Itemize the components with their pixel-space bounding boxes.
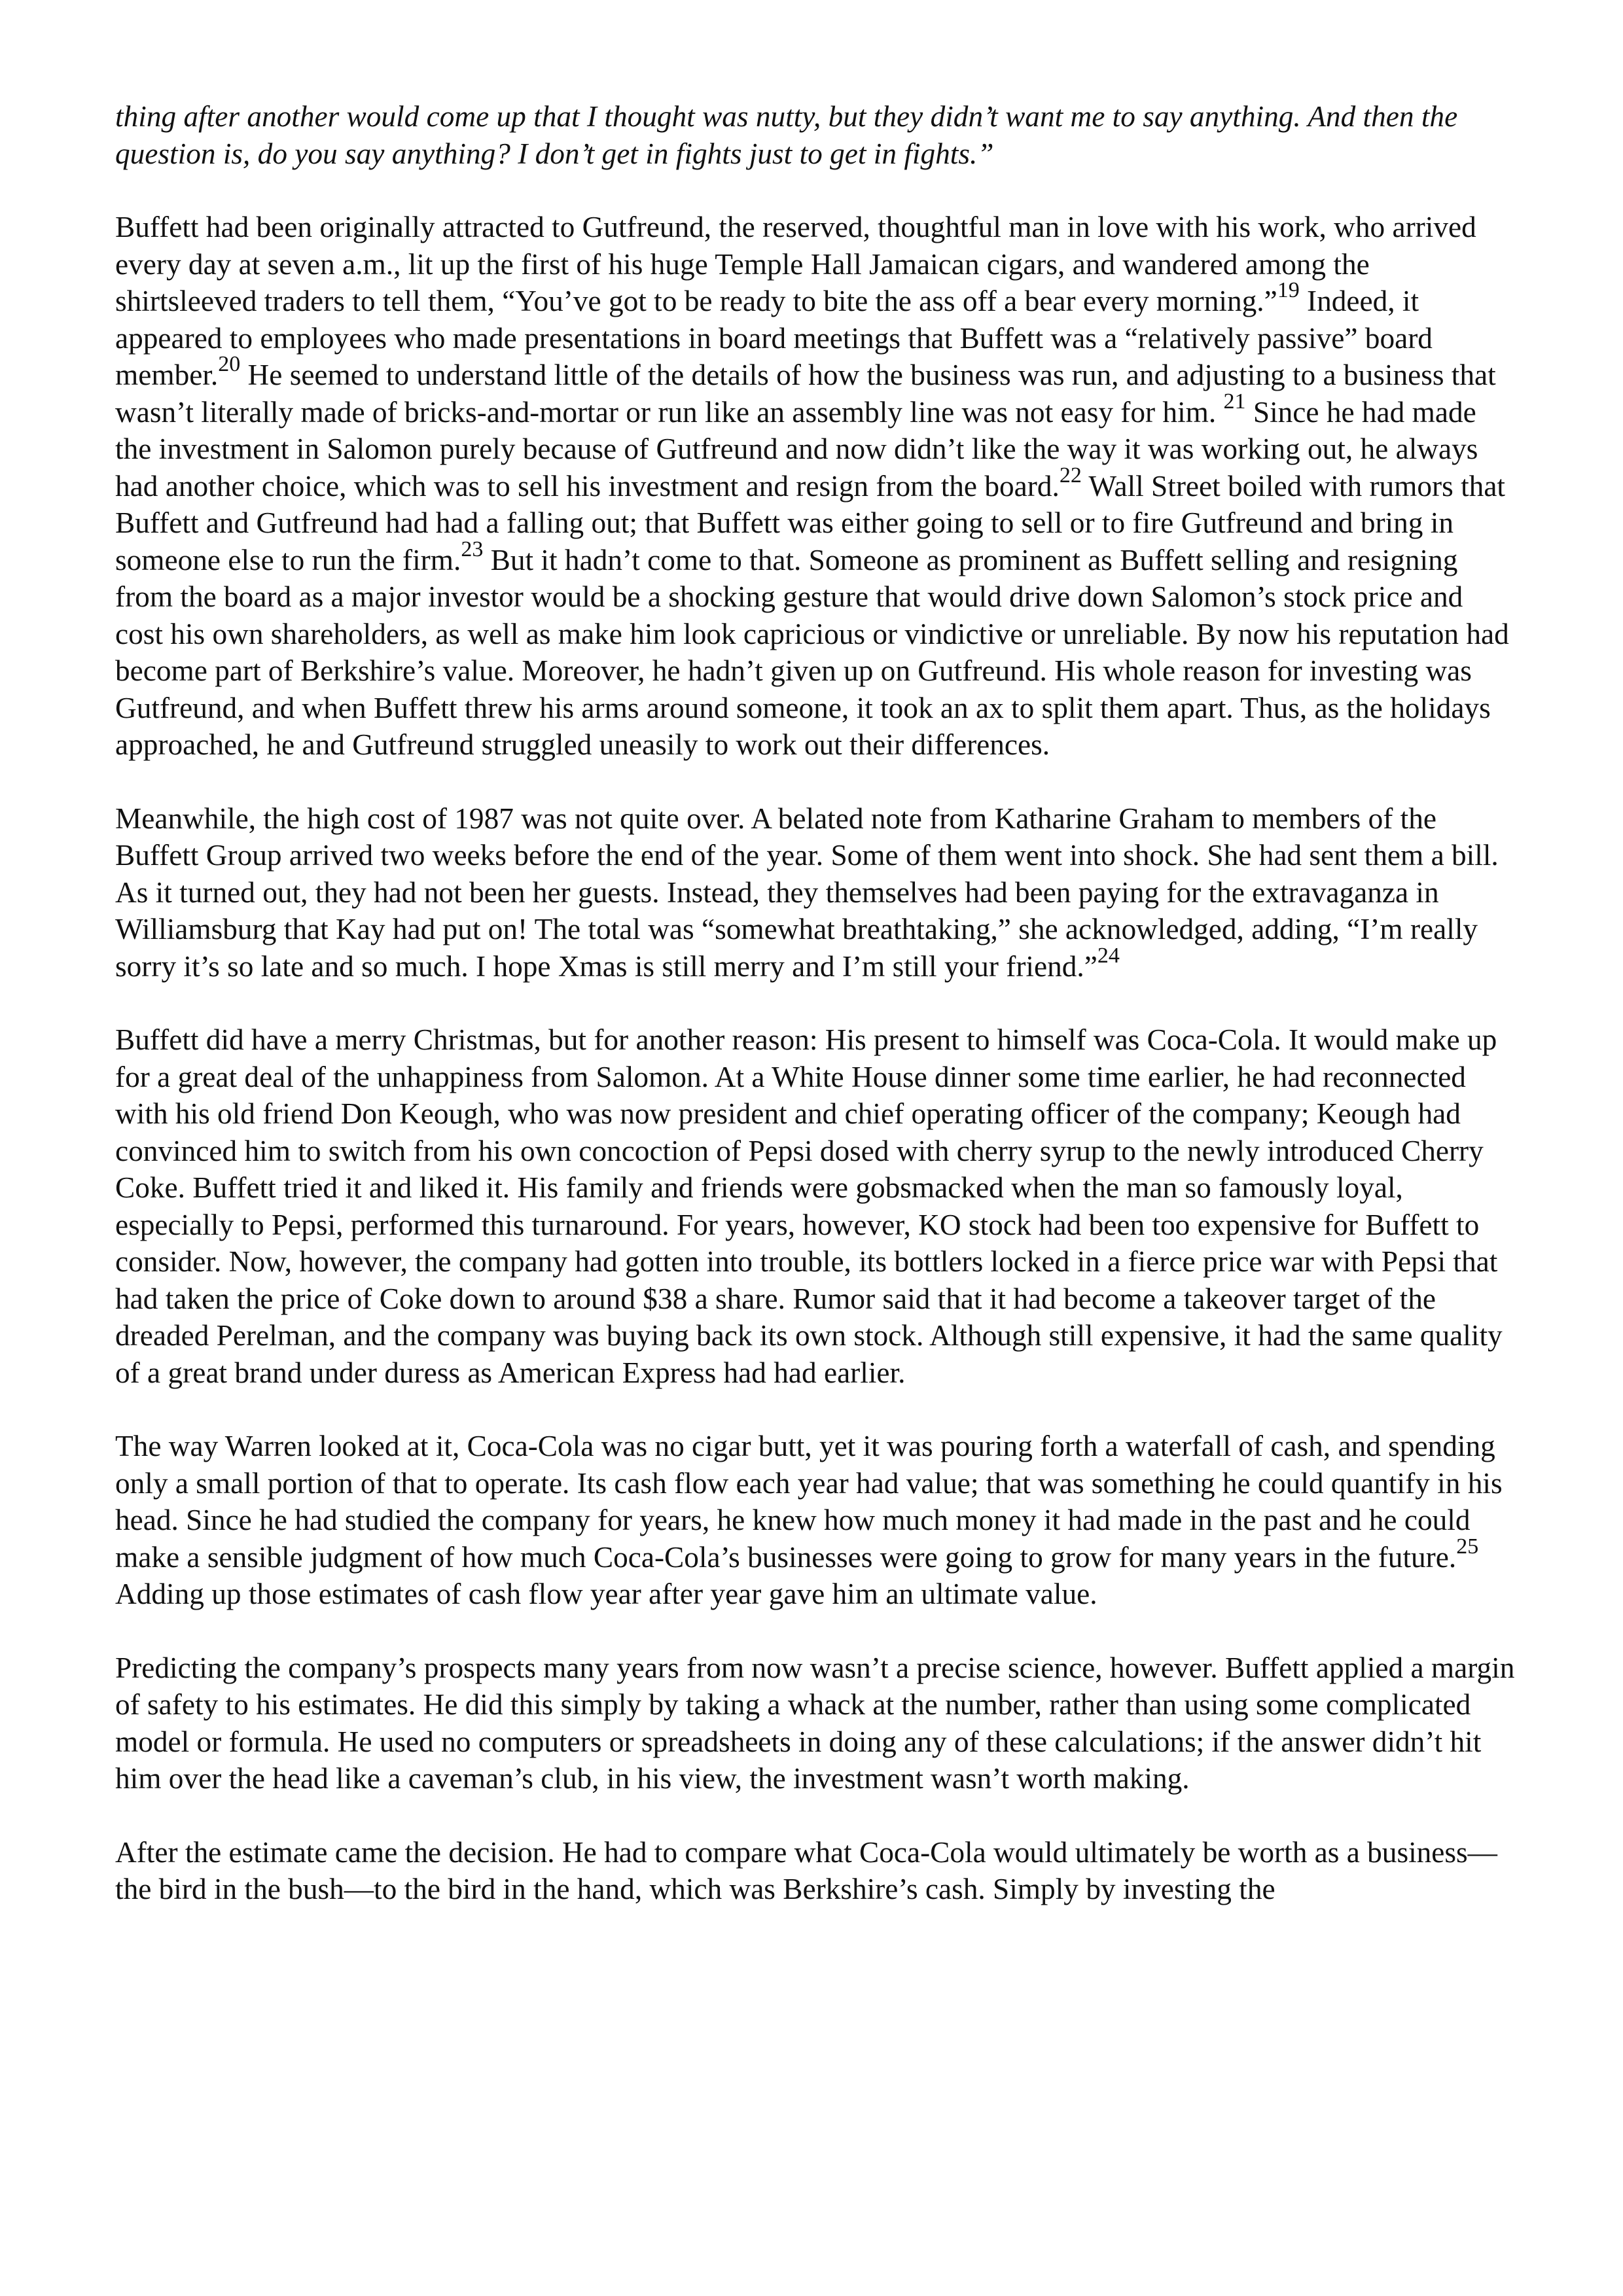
footnote-marker: 25 (1456, 1534, 1479, 1559)
footnote-marker: 23 (461, 537, 484, 561)
paragraph-text: Since he had made the investment in Salomon purely because of Gutfreund and now didn’t like the way it was working out, he always had another choice, which was to sell his investment and resign from the board. (115, 395, 1478, 503)
footnote-marker: 21 (1223, 389, 1246, 414)
paragraph (115, 800, 1516, 985)
paragraph-text: Predicting the company’s prospects many years from now wasn’t a precise science, however. Buffett applied a margin of safety to his estimates. He did this simply by taking a whack at the number, rather than using some complicated model or formula. He used no computers or spreadsheets in doing any of these calculations; if the answer didn’t hit him over the head like a caveman’s club, in his view, the investment wasn’t worth making. (115, 1651, 1515, 1795)
paragraph (115, 1650, 1516, 1797)
paragraph (115, 209, 1516, 764)
footnote-marker: 24 (1097, 943, 1120, 968)
paragraph-text: Buffett had been originally attracted to Gutfreund, the reserved, thoughtful man in love with his work, who arrived every day at seven a.m., lit up the first of his huge Temple Hall Jamaican cigars, and wandered among the shirtsleeved traders to tell them, “You’ve got to be ready to bite the ass off a bear every morning.” (115, 211, 1476, 317)
paragraph (115, 98, 1516, 172)
footnote-marker: 20 (218, 351, 241, 376)
paragraph-text: He seemed to understand little of the details of how the business was run, and adjusting to a business that wasn’t literally made of bricks-and-mortar or run like an assembly line was not easy for him. (115, 359, 1496, 429)
paragraph (115, 1021, 1516, 1391)
paragraph-text: The way Warren looked at it, Coca-Cola was no cigar butt, yet it was pouring forth a waterfall of cash, and spending only a small portion of that to operate. Its cash flow each year had value; that was something he could quantify in his head. Since he had studied the company for years, he knew how much money it had made in the past and he could make a sensible judgment of how much Coca-Cola’s businesses were going to grow for many years in the future. (115, 1430, 1503, 1574)
footnote-marker: 19 (1277, 277, 1300, 302)
paragraph-text: Wall Street boiled with rumors that Buffett and Gutfreund had had a falling out; that Buffett was either going to sell or to fire Gutfreund and bring in someone else to run the firm. (115, 469, 1506, 576)
paragraph-text: Meanwhile, the high cost of 1987 was not quite over. A belated note from Katharine Graham to members of the Buffett Group arrived two weeks before the end of the year. Some of them went into shock. She had sent them a bill. As it turned out, they had not been her guests. Instead, they themselves had been paying for the extravaganza in Williamsburg that Kay had put on! The total was “somewhat breathtaking,” she acknowledged, adding, “I’m really sorry it’s so late and so much. I hope Xmas is still merry and I’m still your friend.” (115, 802, 1499, 983)
paragraph (115, 1834, 1516, 1908)
paragraph-text: Adding up those estimates of cash flow year after year gave him an ultimate value. (115, 1578, 1097, 1610)
paragraph-text: After the estimate came the decision. He had to compare what Coca-Cola would ultimately be worth as a business—the bird in the bush—to the bird in the hand, which was Berkshire’s cash. Simply by investing the (115, 1835, 1497, 1905)
paragraph (115, 1428, 1516, 1613)
paragraph-text: thing after another would come up that I thought was nutty, but they didn’t want me to say anything. And then the question is, do you say anything? I don’t get in fights just to get in fights.” (115, 100, 1458, 170)
paragraph-text: Indeed, it appeared to employees who made presentations in board meetings that Buffett was a “relatively passive” board member. (115, 285, 1433, 391)
paragraph-text: Buffett did have a merry Christmas, but for another reason: His present to himself was Coca-Cola. It would make up for a great deal of the unhappiness from Salomon. At a White House dinner some time earlier, he had reconnected with his old friend Don Keough, who was now president and chief operating officer of the company; Keough had convinced him to switch from his own concoction of Pepsi dosed with cherry syrup to the newly introduced Cherry Coke. Buffett tried it and liked it. His family and friends were gobsmacked when the man so famously loyal, especially to Pepsi, performed this turnaround. For years, however, KO stock had been too expensive for Buffett to consider. Now, however, the company had gotten into trouble, its bottlers locked in a fierce price war with Pepsi that had taken the price of Coke down to around $38 a share. Rumor said that it had become a takeover target of the dreaded Perelman, and the company was buying back its own stock. Although still expensive, it had the same quality of a great brand under duress as American Express had had earlier. (115, 1023, 1503, 1389)
document-page (115, 98, 1516, 1945)
footnote-marker: 22 (1059, 463, 1082, 487)
paragraph-text: But it hadn’t come to that. Someone as prominent as Buffett selling and resigning from the board as a major investor would be a shocking gesture that would drive down Salomon’s stock price and cost his own shareholders, as well as make him look capricious or vindictive or unreliable. By now his reputation had become part of Berkshire’s value. Moreover, he hadn’t given up on Gutfreund. His whole reason for investing was Gutfreund, and when Buffett threw his arms around someone, it took an ax to split them apart. Thus, as the holidays approached, he and Gutfreund struggled uneasily to work out their differences. (115, 543, 1509, 761)
